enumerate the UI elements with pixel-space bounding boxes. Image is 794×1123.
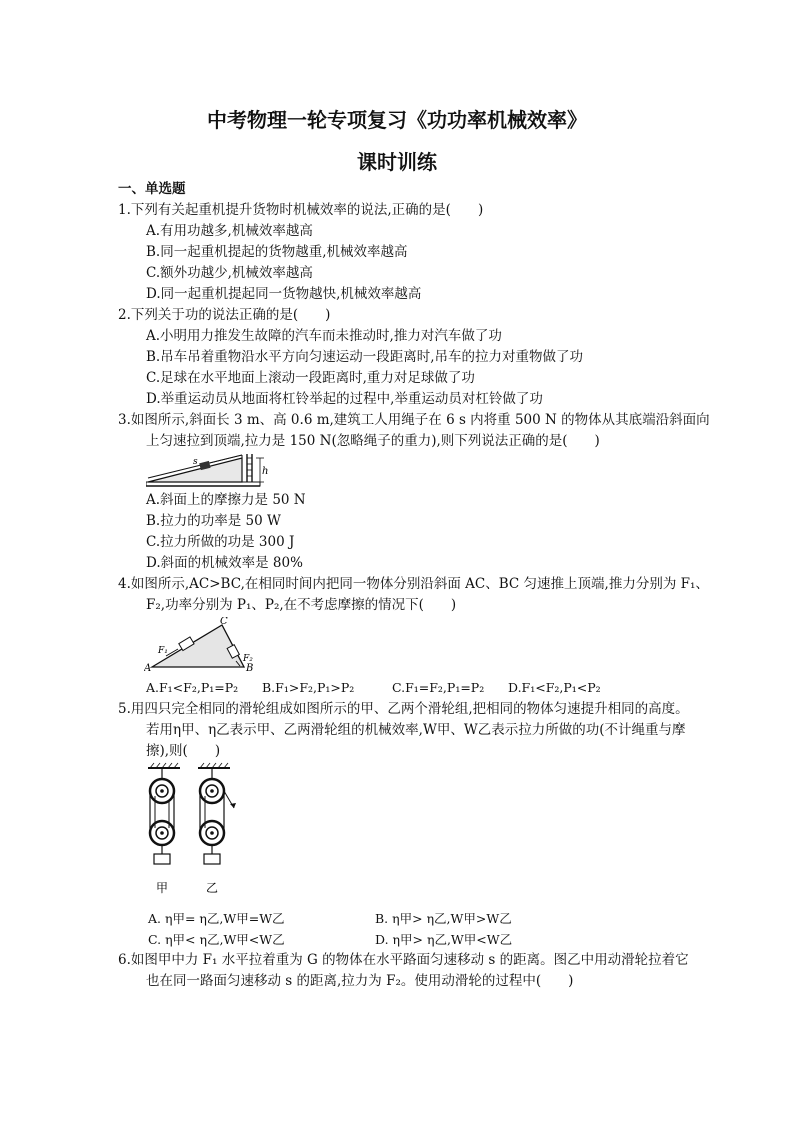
incline-label-s: s xyxy=(193,457,198,467)
q3-option-b: B.拉力的功率是 50 W xyxy=(146,513,281,529)
vertex-b-label: B xyxy=(246,663,254,673)
q3-option-c: C.拉力所做的功是 300 J xyxy=(146,534,295,550)
q1-option-c: C.额外功越少,机械效率越高 xyxy=(146,265,313,281)
q1-stem: 1.下列有关起重机提升货物时机械效率的说法,正确的是( ) xyxy=(118,202,484,218)
incline-label-h: h xyxy=(262,466,269,477)
q5-option-b: B. η甲> η乙,W甲>W乙 xyxy=(375,911,512,926)
pulley-label-yi: 乙 xyxy=(206,881,219,895)
section-heading: 一、单选题 xyxy=(118,181,186,197)
q2-stem: 2.下列关于功的说法正确的是( ) xyxy=(118,307,331,323)
q3-stem-line1: 3.如图所示,斜面长 3 m、高 0.6 m,建筑工人用绳子在 6 s 内将重 500 N 的物体从其底端沿斜面向 xyxy=(118,412,710,428)
q3-option-a: A.斜面上的摩擦力是 50 N xyxy=(146,492,306,508)
q2-option-b: B.吊车吊着重物沿水平方向匀速运动一段距离时,吊车的拉力对重物做了功 xyxy=(146,349,584,365)
q5-stem-line3: 擦),则( ) xyxy=(146,743,221,759)
q2-option-d: D.举重运动员从地面将杠铃举起的过程中,举重运动员对杠铃做了功 xyxy=(146,391,543,407)
q4-stem-line1: 4.如图所示,AC>BC,在相同时间内把同一物体分别沿斜面 AC、BC 匀速推上顶端,推力分别为 F₁、 xyxy=(118,576,709,592)
q1-option-b: B.同一起重机提起的货物越重,机械效率越高 xyxy=(146,244,408,260)
q3-option-d: D.斜面的机械效率是 80% xyxy=(146,555,303,571)
q5-option-a: A. η甲= η乙,W甲=W乙 xyxy=(148,911,285,926)
q4-option-d: D.F₁<F₂,P₁<P₂ xyxy=(508,680,601,695)
force-f1-label: F₁ xyxy=(158,646,168,656)
q2-option-c: C.足球在水平地面上滚动一段距离时,重力对足球做了功 xyxy=(146,370,475,386)
q4-option-c: C.F₁=F₂,P₁=P₂ xyxy=(392,680,485,695)
force-f2-label: F₂ xyxy=(243,654,253,664)
incline-figure xyxy=(146,452,276,490)
q6-stem-line2: 也在同一路面匀速移动 s 的距离,拉力为 F₂。使用动滑轮的过程中( ) xyxy=(146,973,574,989)
q5-option-d: D. η甲> η乙,W甲<W乙 xyxy=(375,932,513,947)
q3-stem-line2: 上匀速拉到顶端,拉力是 150 N(忽略绳子的重力),则下列说法正确的是( ) xyxy=(146,433,600,449)
vertex-c-label: C xyxy=(220,617,228,627)
q1-option-d: D.同一起重机提起同一货物越快,机械效率越高 xyxy=(146,286,422,302)
q5-stem-line1: 5.用四只完全相同的滑轮组成如图所示的甲、乙两个滑轮组,把相同的物体匀速提升相同的高度。 xyxy=(118,701,689,717)
triangle-figure xyxy=(144,617,260,673)
q1-option-a: A.有用功越多,机械效率越高 xyxy=(146,223,313,239)
pulley-figure xyxy=(146,762,246,902)
pulley-label-jia: 甲 xyxy=(156,881,169,895)
page-subtitle: 课时训练 xyxy=(357,150,437,174)
q2-option-a: A.小明用力推发生故障的汽车而未推动时,推力对汽车做了功 xyxy=(146,328,502,344)
q4-stem-line2: F₂,功率分别为 P₁、P₂,在不考虑摩擦的情况下( ) xyxy=(146,597,457,613)
q4-option-b: B.F₁>F₂,P₁>P₂ xyxy=(262,680,355,695)
vertex-a-label: A xyxy=(144,663,152,673)
q4-option-a: A.F₁<F₂,P₁=P₂ xyxy=(146,680,239,695)
q5-option-c: C. η甲< η乙,W甲<W乙 xyxy=(148,932,285,947)
q5-stem-line2: 若用η甲、η乙表示甲、乙两滑轮组的机械效率,W甲、W乙表示拉力所做的功(不计绳重与摩 xyxy=(146,722,686,738)
q6-stem-line1: 6.如图甲中力 F₁ 水平拉着重为 G 的物体在水平路面匀速移动 s 的距离。图乙中用动滑轮拉着它 xyxy=(118,952,689,968)
page-title: 中考物理一轮专项复习《功功率机械效率》 xyxy=(207,108,587,132)
